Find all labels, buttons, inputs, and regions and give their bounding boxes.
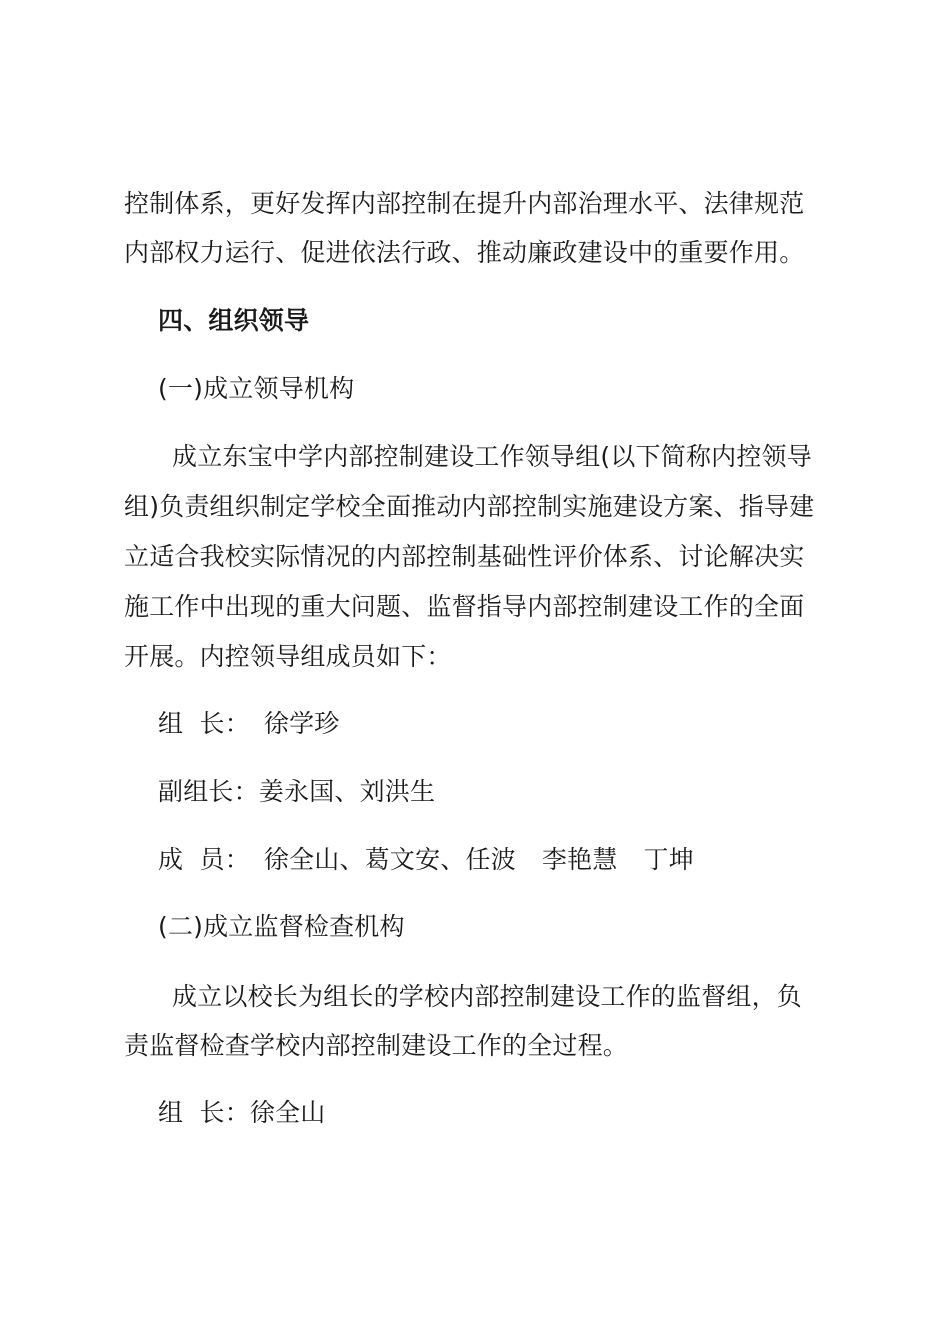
- deputy-label: 副组长：: [158, 777, 259, 806]
- supervisor-label: 组 长：: [158, 1098, 250, 1127]
- subsection-heading: (二)成立监督检查机构: [158, 912, 405, 941]
- paragraph-line: 立适合我校实际情况的内部控制基础性评价体系、讨论解决实: [124, 542, 805, 571]
- paragraph-line: 控制体系，更好发挥内部控制在提升内部治理水平、法律规范: [124, 189, 805, 218]
- deputy-row: [158, 776, 435, 808]
- section-heading: 四、组织领导: [158, 306, 310, 335]
- members-row: [158, 844, 694, 876]
- paragraph-line: 内部权力运行、促进依法行政、推动廉政建设中的重要作用。: [124, 238, 805, 267]
- supervisor-row: [158, 1097, 326, 1129]
- members-name: 丁坤: [643, 845, 694, 874]
- paragraph-line: 责监督检查学校内部控制建设工作的全过程。: [124, 1031, 629, 1060]
- leader-row: [158, 708, 340, 740]
- members-name: 李艳慧: [541, 845, 618, 874]
- paragraph-line: 组)负责组织制定学校全面推动内部控制实施建设方案、指导建: [124, 492, 815, 521]
- members-label: 成 员：: [158, 845, 250, 874]
- paragraph-line: 开展。内控领导组成员如下：: [124, 642, 452, 671]
- deputy-names: 姜永国、刘洪生: [258, 777, 436, 806]
- subsection-heading: (一)成立领导机构: [158, 374, 355, 403]
- paragraph-line: 成立以校长为组长的学校内部控制建设工作的监督组，负: [172, 982, 803, 1011]
- paragraph-line: 成立东宝中学内部控制建设工作领导组(以下简称内控领导: [172, 442, 812, 471]
- members-names: 徐全山、葛文安、任波: [263, 845, 516, 874]
- supervisor-name: 徐全山: [249, 1098, 326, 1127]
- leader-label: 组 长：: [158, 709, 250, 738]
- paragraph-line: 施工作中出现的重大问题、监督指导内部控制建设工作的全面: [124, 592, 805, 621]
- leader-name: 徐学珍: [263, 709, 340, 738]
